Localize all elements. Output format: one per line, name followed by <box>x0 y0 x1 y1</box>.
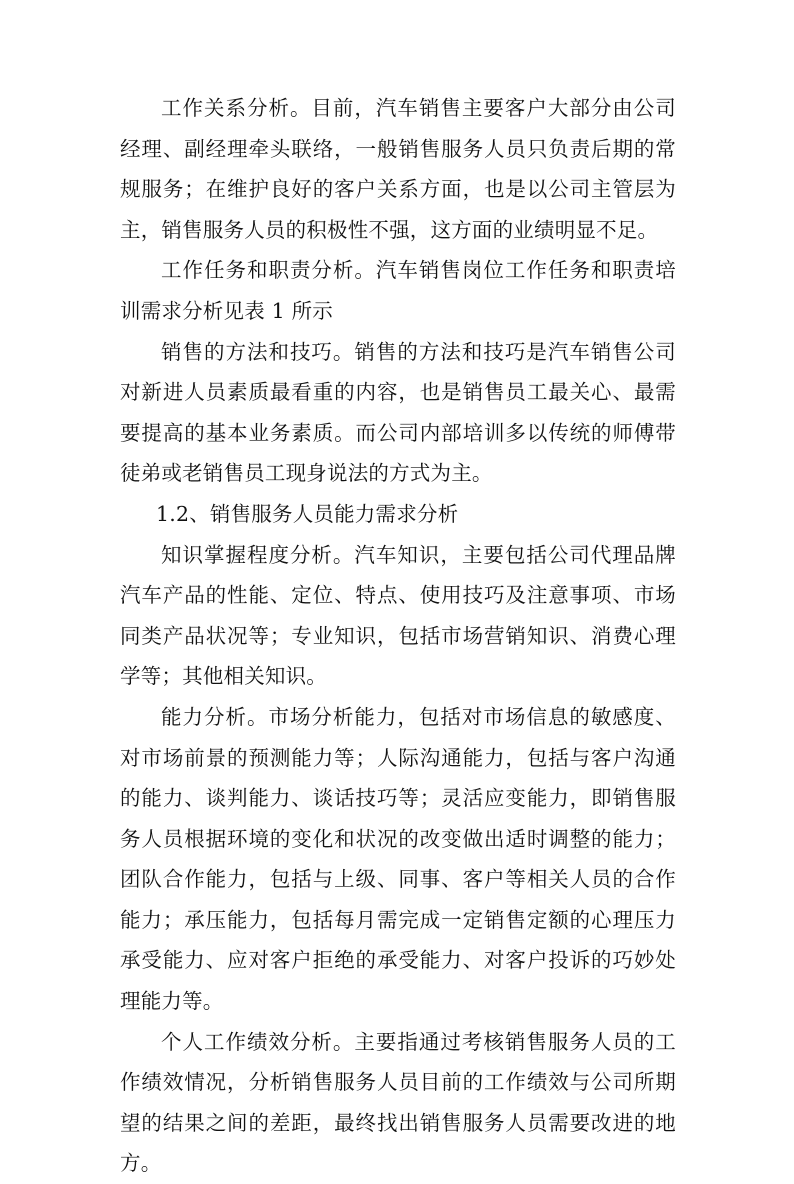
paragraph-tasks-duties: 工作任务和职责分析。汽车销售岗位工作任务和职责培训需求分析见表 1 所示 <box>120 258 676 323</box>
paragraph-knowledge: 知识掌握程度分析。汽车知识，主要包括公司代理品牌汽车产品的性能、定位、特点、使用技巧及注意事项、市场同类产品状况等；专业知识，包括市场营销知识、消费心理学等；其他相关知识。 <box>120 542 676 689</box>
paragraph-ability: 能力分析。市场分析能力，包括对市场信息的敏感度、对市场前景的预测能力等；人际沟通能力，包括与客户沟通的能力、谈判能力、谈话技巧等；灵活应变能力，即销售服务人员根据环境的变化和状况的改变做出适时调整的能力；团队合作能力，包括与上级、同事、客户等相关人员的合作能力；承压能力，包括每月需完成一定销售定额的心理压力承受能力、应对客户拒绝的承受能力、对客户投诉的巧妙处理能力等。 <box>120 704 676 1014</box>
paragraph-sales-methods: 销售的方法和技巧。销售的方法和技巧是汽车销售公司对新进人员素质最看重的内容，也是销售员工最关心、最需要提高的基本业务素质。而公司内部培训多以传统的师傅带徒弟或老销售员工现身说法的方式为主。 <box>120 339 676 486</box>
document-body <box>120 88 676 1184</box>
paragraph-work-relations: 工作关系分析。目前，汽车销售主要客户大部分由公司经理、副经理牵头联络，一般销售服务人员只负责后期的常规服务；在维护良好的客户关系方面，也是以公司主管层为主，销售服务人员的积极性不强，这方面的业绩明显不足。 <box>120 96 676 242</box>
paragraph-performance: 个人工作绩效分析。主要指通过考核销售服务人员的工作绩效情况，分析销售服务人员目前的工作绩效与公司所期望的结果之间的差距，最终找出销售服务人员需要改进的地方。 <box>120 1029 676 1176</box>
section-heading: 1.2、销售服务人员能力需求分析 <box>156 501 459 526</box>
